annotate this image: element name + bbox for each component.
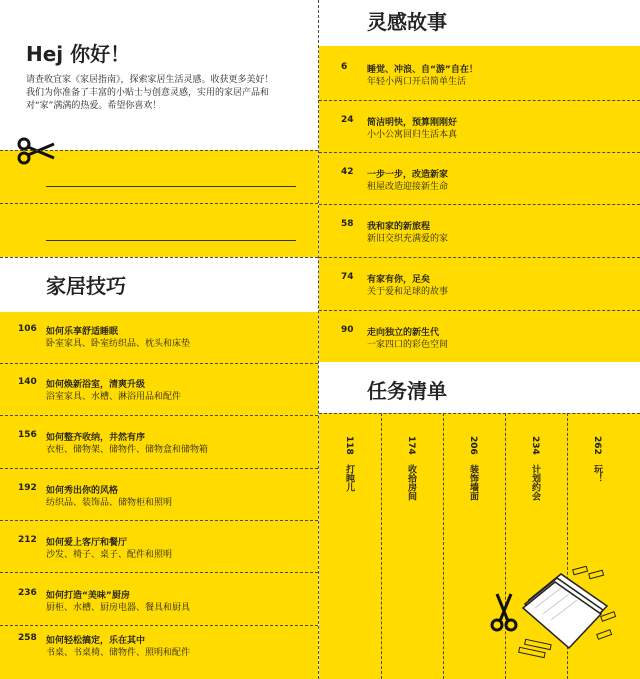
tip-page-106: 106: [18, 324, 37, 334]
greeting-line-1: 请查收宜家《家居指南》，探索家居生活灵感。收获更多美好！: [26, 75, 274, 85]
scissors-icon: [16, 136, 56, 166]
story-subtitle-74: 关于爱和足球的故事: [367, 287, 449, 297]
right-column: [319, 0, 640, 679]
tip-title-212[interactable]: 如何爱上客厅和餐厅: [46, 538, 128, 548]
task-column-262[interactable]: [591, 436, 604, 483]
story-subtitle-58: 新旧交织充满爱的家: [367, 234, 449, 244]
tip-page-192: 192: [18, 483, 37, 493]
task-label-262: 玩！: [592, 464, 602, 483]
home-tips-title: 家居技巧: [46, 274, 126, 298]
cut-line-tasks-top: [319, 413, 640, 414]
tip-page-156: 156: [18, 430, 37, 440]
cut-line-story-2: [319, 152, 640, 153]
task-divider-3: [505, 413, 506, 679]
task-page-118: 118: [344, 436, 354, 455]
tip-title-140[interactable]: 如何焕新浴室，清爽升级: [46, 380, 146, 390]
cut-line-tips-2: [0, 415, 318, 416]
story-subtitle-24: 小小公寓回归生活本真: [367, 130, 458, 140]
left-column: [0, 0, 318, 679]
tip-subtitle-140: 浴室家具、水槽、淋浴用品和配件: [46, 392, 182, 402]
tip-page-140: 140: [18, 377, 37, 387]
story-title-24[interactable]: 简洁明快，预算刚刚好: [367, 118, 458, 128]
tip-subtitle-106: 卧室家具、卧室纺织品、枕头和床垫: [46, 339, 191, 349]
story-page-6: 6: [341, 62, 348, 72]
task-column-118[interactable]: [343, 436, 356, 492]
cut-line-story-5: [319, 310, 640, 311]
cut-line-tips-6: [0, 625, 318, 626]
inspiration-title: 灵感故事: [367, 10, 447, 34]
tasks-title: 任务清单: [367, 379, 447, 403]
cut-line-tips-3: [0, 468, 318, 469]
tip-subtitle-156: 衣柜、储物架、储物件、储物盒和储物箱: [46, 445, 209, 455]
task-column-234[interactable]: [529, 436, 542, 501]
story-subtitle-6: 年轻小两口开启简单生活: [367, 77, 467, 87]
tip-title-106[interactable]: 如何乐享舒适睡眠: [46, 327, 119, 337]
story-title-42[interactable]: 一步一步，改造新家: [367, 170, 449, 180]
tip-page-258: 258: [18, 633, 37, 643]
cut-line-tips-5: [0, 572, 318, 573]
story-title-6[interactable]: 睡觉、冲浪、自“游”自在！: [367, 65, 478, 75]
tip-subtitle-236: 厨柜、水槽、厨房电器、餐具和厨具: [46, 603, 191, 613]
tip-title-156[interactable]: 如何整齐收纳，井然有序: [46, 433, 146, 443]
tip-subtitle-192: 纺织品、装饰品、储物柜和照明: [46, 498, 173, 508]
story-subtitle-90: 一家四口的彩色空间: [367, 340, 449, 350]
story-page-24: 24: [341, 115, 354, 125]
greeting-line-2: 我们为你准备了丰富的小贴士与创意灵感，实用的家居产品和: [26, 88, 270, 98]
story-page-90: 90: [341, 325, 354, 335]
task-label-174: 收拾房间: [406, 464, 416, 501]
tip-title-258[interactable]: 如何轻松搞定，乐在其中: [46, 636, 146, 646]
cut-line-left-3: [0, 257, 318, 258]
greeting-title: Hej 你好！: [26, 42, 131, 66]
cut-line-left-1: [0, 150, 318, 151]
task-page-262: 262: [592, 436, 602, 455]
tip-page-236: 236: [18, 588, 37, 598]
story-page-74: 74: [341, 272, 354, 282]
notepad-icon: [515, 566, 619, 660]
task-page-174: 174: [406, 436, 416, 455]
story-page-42: 42: [341, 167, 354, 177]
task-divider-1: [381, 413, 382, 679]
cut-line-story-4: [319, 257, 640, 258]
write-line-1[interactable]: [46, 186, 296, 187]
tip-title-236[interactable]: 如何打造“美味”厨房: [46, 591, 130, 601]
cut-line-left-2: [0, 203, 318, 204]
task-divider-2: [443, 413, 444, 679]
task-column-206[interactable]: [467, 436, 480, 501]
tip-title-192[interactable]: 如何秀出你的风格: [46, 486, 119, 496]
story-page-58: 58: [341, 219, 354, 229]
cut-line-tips-1: [0, 363, 318, 364]
story-title-58[interactable]: 我和家的新旅程: [367, 222, 431, 232]
tip-page-212: 212: [18, 535, 37, 545]
story-subtitle-42: 租屋改造迎接新生命: [367, 182, 449, 192]
cut-line-tips-4: [0, 520, 318, 521]
greeting-line-3: 对“家”满满的热爱。希望你喜欢！: [26, 101, 162, 111]
story-title-74[interactable]: 有家有你，足矣: [367, 275, 431, 285]
cut-line-story-3: [319, 204, 640, 205]
task-label-206: 装饰墙面: [468, 464, 478, 501]
cut-line-story-1: [319, 100, 640, 101]
tip-subtitle-212: 沙发、椅子、桌子、配件和照明: [46, 550, 173, 560]
task-label-234: 计划约会: [530, 464, 540, 501]
story-title-90[interactable]: 走向独立的新生代: [367, 328, 440, 338]
task-column-174[interactable]: [405, 436, 418, 501]
task-page-234: 234: [530, 436, 540, 455]
tip-subtitle-258: 书桌、书桌椅、储物件、照明和配件: [46, 648, 191, 658]
task-page-206: 206: [468, 436, 478, 455]
task-label-118: 打盹儿: [344, 464, 354, 492]
write-line-2[interactable]: [46, 240, 296, 241]
